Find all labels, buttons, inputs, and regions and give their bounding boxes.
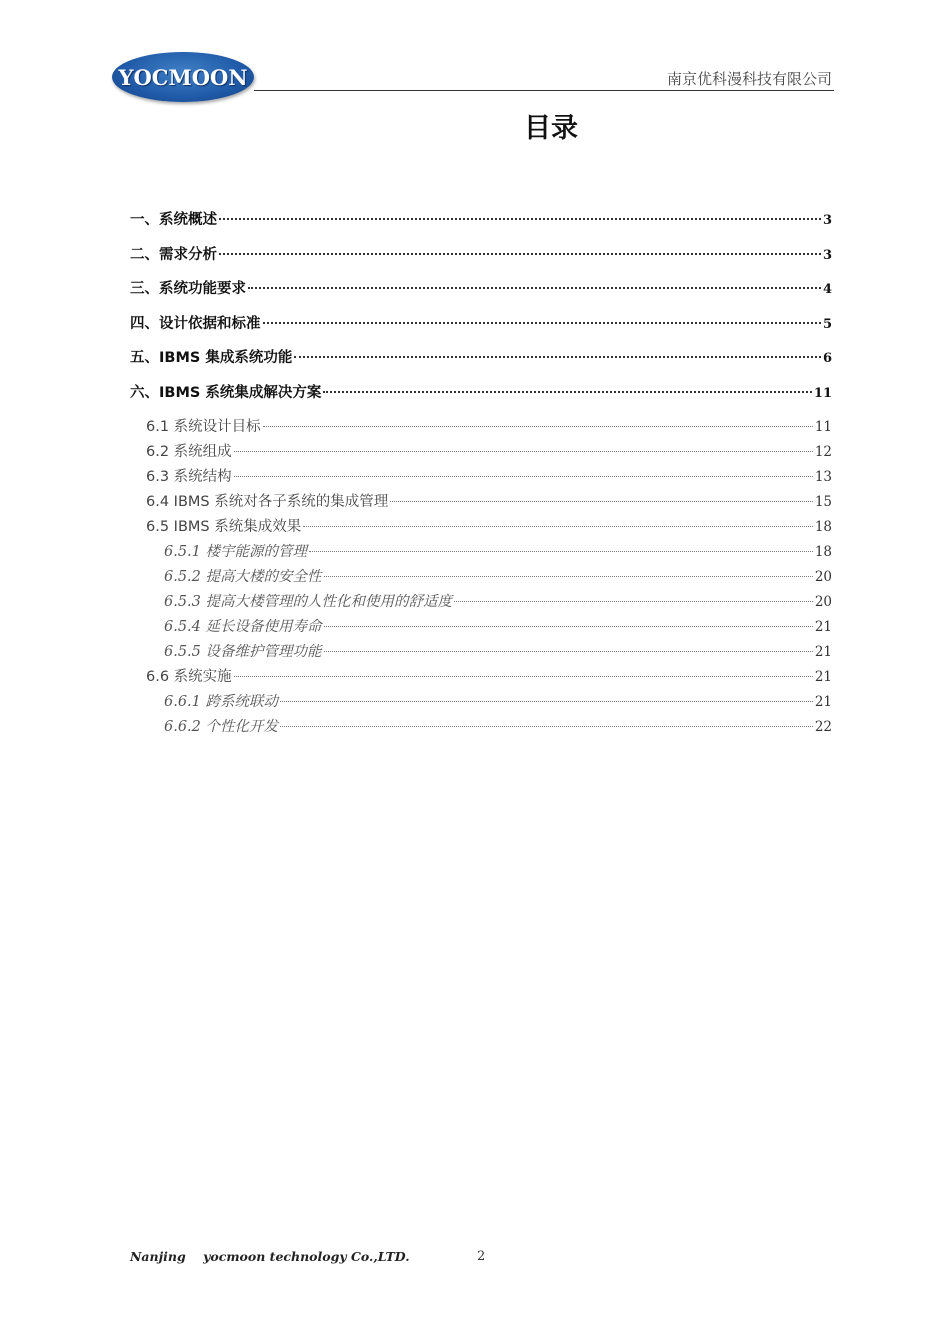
toc-dot-leader — [324, 626, 813, 627]
toc-entry[interactable] — [130, 715, 832, 740]
toc-entry[interactable] — [130, 243, 832, 278]
toc-entry-title: 6.5.2 提高大楼的安全性 — [164, 569, 322, 585]
toc-entry[interactable] — [130, 208, 832, 243]
toc-dot-leader — [248, 287, 821, 289]
toc-dot-leader — [454, 601, 813, 602]
toc-dot-leader — [280, 726, 813, 727]
toc-dot-leader — [323, 391, 812, 393]
toc-entry-page: 4 — [822, 282, 832, 297]
toc-dot-leader — [280, 701, 813, 702]
page-header — [0, 0, 950, 110]
toc-entry[interactable] — [130, 381, 832, 416]
toc-entry-title: 二、需求分析 — [130, 246, 217, 263]
toc-entry-page: 18 — [814, 544, 832, 560]
toc-entry-title: 六、IBMS 系统集成解决方案 — [130, 384, 322, 401]
toc-entry-page: 3 — [822, 213, 832, 228]
toc-entry-title: 6.4 IBMS 系统对各子系统的集成管理 — [146, 494, 389, 510]
toc-entry-page: 20 — [814, 594, 832, 610]
toc-dot-leader — [234, 676, 813, 677]
toc-dot-leader — [219, 253, 821, 255]
toc-entry[interactable] — [130, 565, 832, 590]
toc-entry[interactable] — [130, 415, 832, 440]
toc-dot-leader — [309, 551, 813, 552]
toc-entry-page: 20 — [814, 569, 832, 585]
toc-entry-page: 11 — [813, 385, 832, 401]
toc-entry-page: 21 — [814, 669, 832, 685]
toc-entry[interactable] — [130, 515, 832, 540]
toc-entry-page: 15 — [814, 494, 832, 510]
toc-entry-title: 6.5.4 延长设备使用寿命 — [164, 619, 322, 635]
toc-dot-leader — [234, 451, 813, 452]
toc-entry-title: 6.2 系统组成 — [146, 444, 232, 460]
toc-entry-title: 6.5.5 设备维护管理功能 — [164, 644, 322, 660]
toc-entry[interactable] — [130, 665, 832, 690]
toc-entry-page: 22 — [814, 719, 832, 735]
toc-entry-title: 6.5.1 楼宇能源的管理 — [164, 544, 308, 560]
toc-entry-page: 6 — [822, 351, 832, 366]
toc-dot-leader — [324, 576, 813, 577]
toc-entry[interactable] — [130, 465, 832, 490]
toc-entry[interactable] — [130, 277, 832, 312]
toc-dot-leader — [324, 651, 813, 652]
toc-entry-title: 四、设计依据和标准 — [130, 315, 261, 332]
toc-dot-leader — [390, 501, 813, 502]
page-title: 目录 — [524, 113, 578, 144]
toc-entry-title: 6.6.2 个性化开发 — [164, 719, 279, 735]
toc-dot-leader — [234, 476, 813, 477]
toc-dot-leader — [303, 526, 813, 527]
toc-entry-title: 一、系统概述 — [130, 212, 217, 228]
toc-entry-page: 21 — [814, 619, 832, 635]
toc-entry-page: 11 — [814, 419, 832, 435]
toc-entry-page: 3 — [822, 247, 832, 263]
toc-entry-title: 6.6 系统实施 — [146, 669, 232, 685]
footer-page-number: 2 — [477, 1249, 486, 1264]
toc-entry[interactable] — [130, 640, 832, 665]
toc-dot-leader — [294, 356, 821, 358]
toc-dot-leader — [263, 426, 813, 427]
toc-entry-page: 21 — [814, 644, 832, 660]
toc-entry-title: 6.1 系统设计目标 — [146, 419, 261, 435]
toc-entry-page: 13 — [814, 469, 832, 485]
toc-entry[interactable] — [130, 615, 832, 640]
toc-dot-leader — [263, 322, 821, 324]
toc-entry[interactable] — [130, 590, 832, 615]
toc-entry[interactable] — [130, 440, 832, 465]
toc-entry-page: 5 — [822, 316, 832, 332]
toc-entry-title: 三、系统功能要求 — [130, 281, 246, 297]
footer-company-name: Nanjing yocmoon technology Co.,LTD. — [130, 1249, 410, 1264]
table-of-contents — [130, 208, 832, 740]
toc-entry-title: 6.6.1 跨系统联动 — [164, 694, 279, 710]
logo-text: YOCMOON — [118, 65, 248, 90]
toc-entry[interactable] — [130, 690, 832, 715]
toc-entry[interactable] — [130, 312, 832, 347]
toc-entry-title: 6.5 IBMS 系统集成效果 — [146, 519, 302, 535]
toc-dot-leader — [219, 218, 821, 220]
company-logo — [112, 52, 254, 102]
toc-entry-title: 6.5.3 提高大楼管理的人性化和使用的舒适度 — [164, 594, 453, 610]
toc-entry[interactable] — [130, 540, 832, 565]
toc-entry[interactable] — [130, 490, 832, 515]
toc-entry-title: 五、IBMS 集成系统功能 — [130, 350, 293, 366]
toc-entry-page: 12 — [814, 444, 832, 460]
toc-entry[interactable] — [130, 346, 832, 381]
header-company-name: 南京优科漫科技有限公司 — [666, 70, 832, 88]
toc-entry-page: 21 — [814, 694, 832, 710]
toc-entry-page: 18 — [814, 519, 832, 535]
header-divider — [254, 90, 834, 91]
toc-entry-title: 6.3 系统结构 — [146, 469, 232, 485]
